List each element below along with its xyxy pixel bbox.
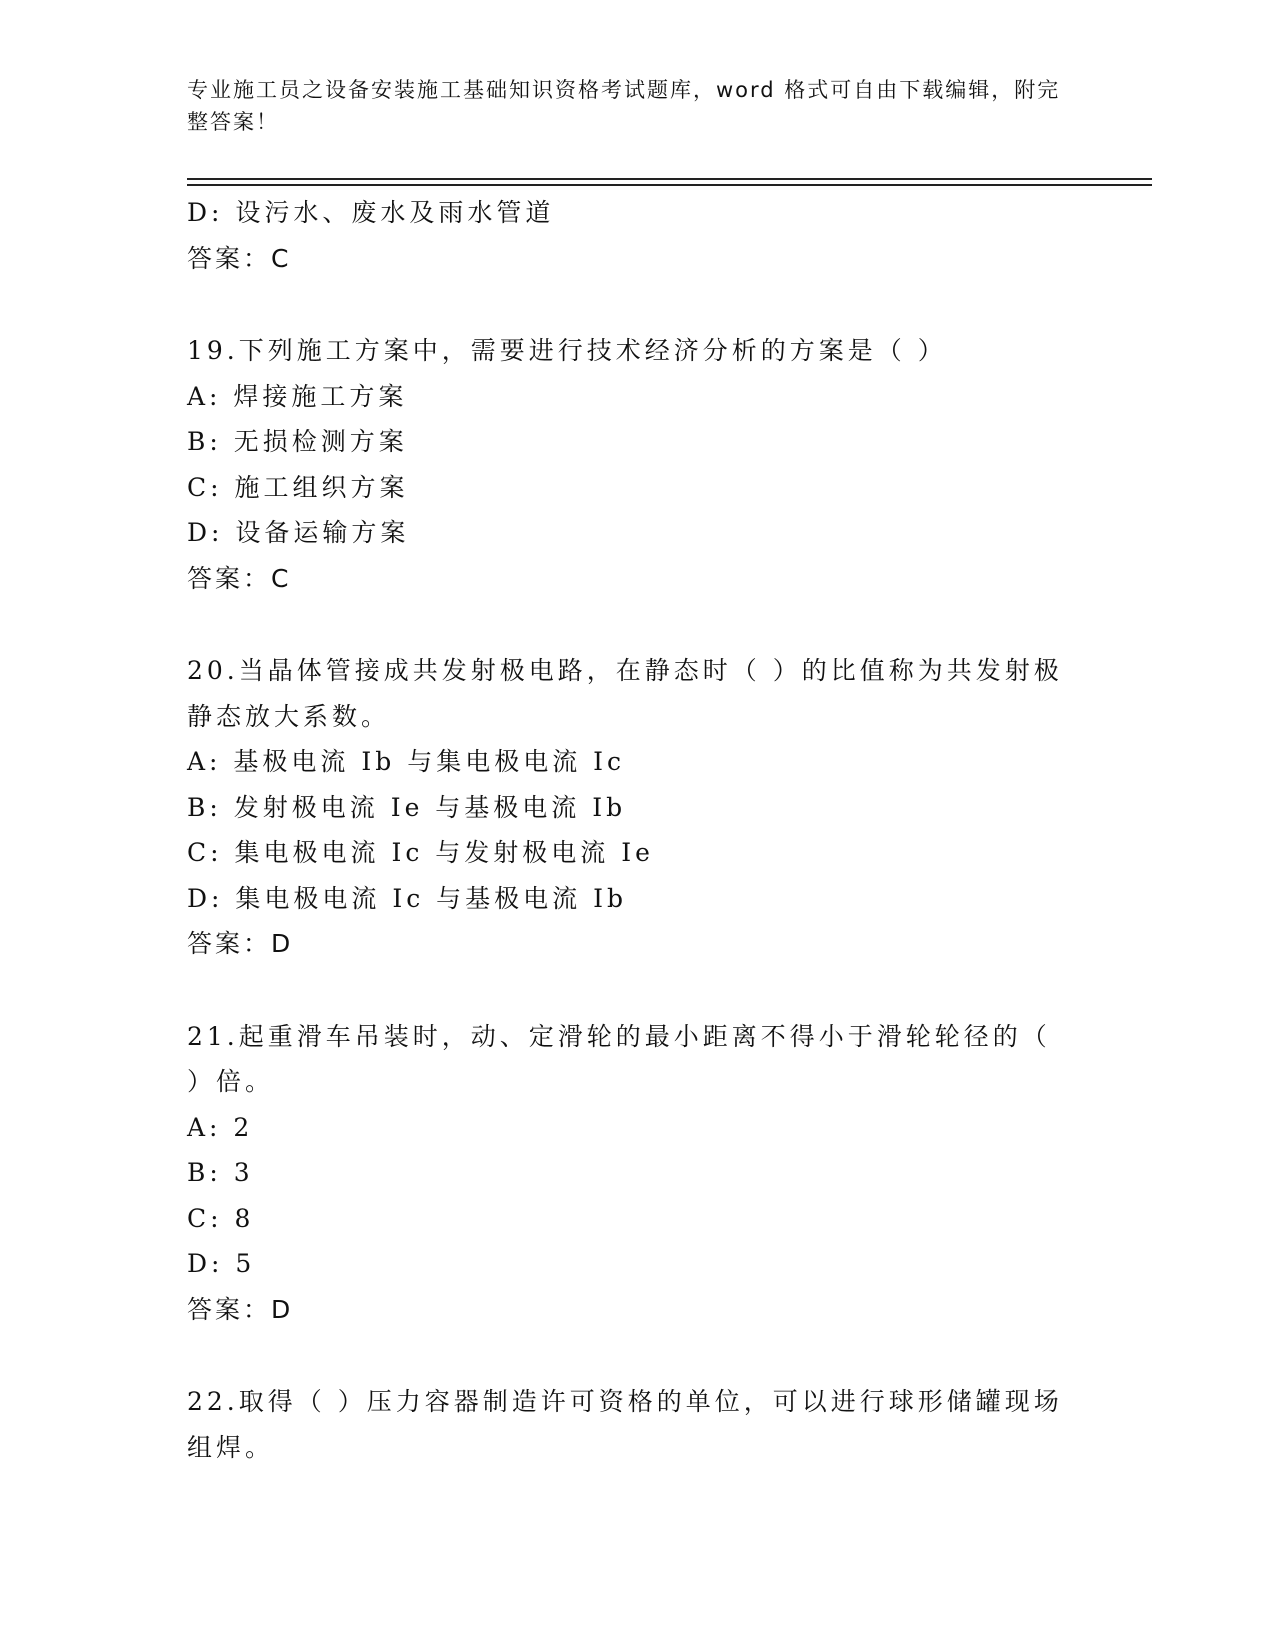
spacer — [187, 601, 1087, 648]
option-d: D: 5 — [187, 1249, 256, 1278]
option-a: A: 基极电流 Ib 与集电极电流 Ic — [187, 747, 626, 776]
answer-line: 答案：D — [187, 929, 294, 958]
option-b: B: 发射极电流 Ie 与基极电流 Ib — [187, 792, 627, 822]
page-header: 专业施工员之设备安装施工基础知识资格考试题库，word 格式可自由下载编辑，附完整答案！ — [187, 78, 1061, 134]
spacer — [187, 1332, 1087, 1379]
header-rule-top — [187, 178, 1152, 180]
answer-line: 答案：D — [187, 1294, 294, 1324]
question-stem: 22.取得（ ）压力容器制造许可资格的单位，可以进行球形储罐现场组焊。 — [187, 1387, 1063, 1462]
header-rule-bottom — [187, 184, 1152, 186]
question-20 — [187, 648, 1087, 967]
spacer — [187, 281, 1087, 328]
option-d: D: 设污水、废水及雨水管道 — [187, 198, 555, 227]
option-c: C: 施工组织方案 — [187, 472, 409, 502]
option-d: D: 集电极电流 Ic 与基极电流 Ib — [187, 883, 628, 913]
question-stem: 19.下列施工方案中，需要进行技术经济分析的方案是（ ） — [187, 336, 947, 365]
option-c: C: 集电极电流 Ic 与发射极电流 Ie — [187, 838, 654, 867]
question-stem: 21.起重滑车吊装时，动、定滑轮的最小距离不得小于滑轮轮径的（ ）倍。 — [187, 1021, 1051, 1096]
option-c: C: 8 — [187, 1203, 255, 1233]
option-a: A: 焊接施工方案 — [187, 381, 408, 411]
question-list — [187, 190, 1087, 1470]
question-21 — [187, 1014, 1087, 1333]
question-stem: 20.当晶体管接成共发射极电路，在静态时（ ）的比值称为共发射极静态放大系数。 — [187, 656, 1063, 731]
question-22 — [187, 1379, 1087, 1470]
answer-line: 答案：C — [187, 243, 292, 273]
option-d: D: 设备运输方案 — [187, 518, 410, 547]
option-b: B: 无损检测方案 — [187, 427, 408, 456]
option-a: A: 2 — [187, 1112, 254, 1142]
option-b: B: 3 — [187, 1158, 254, 1187]
question-19 — [187, 328, 1087, 601]
answer-line: 答案：C — [187, 563, 292, 593]
spacer — [187, 967, 1087, 1014]
